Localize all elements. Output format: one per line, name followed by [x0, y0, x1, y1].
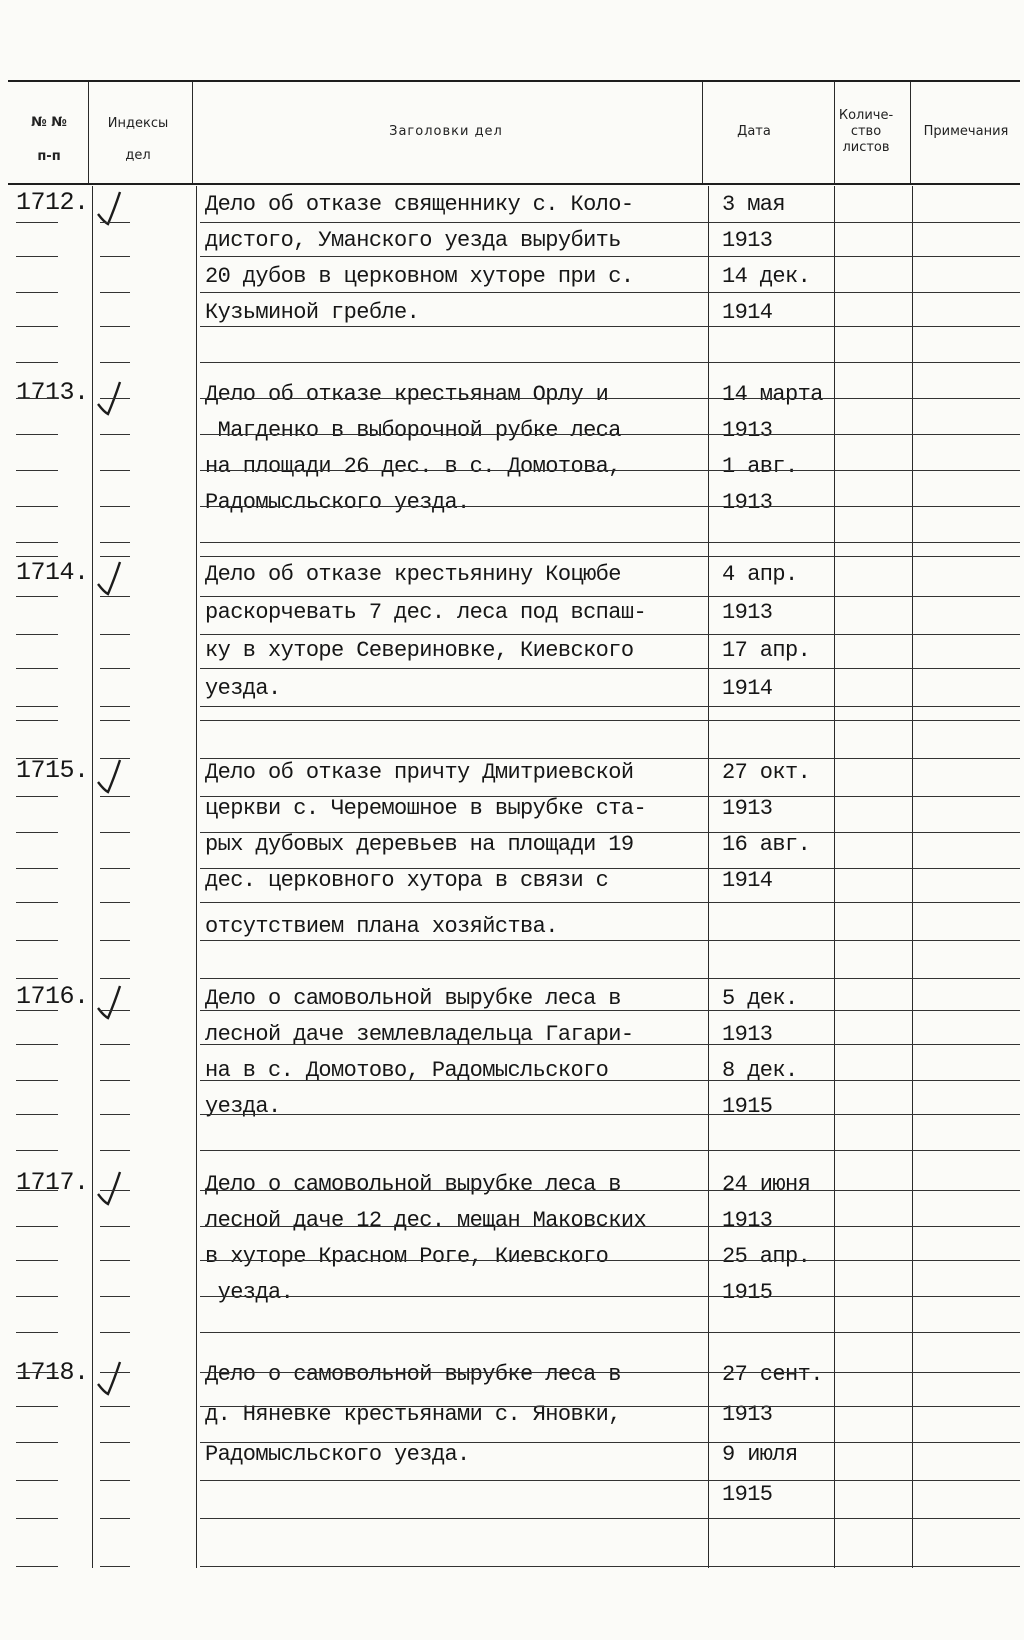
row-rule [16, 1296, 58, 1297]
row-rule [16, 940, 58, 941]
row-rule [16, 434, 58, 435]
record-date-line: 14 дек. [722, 264, 811, 289]
record-title-line: церкви с. Черемошное в вырубке ста- [205, 796, 647, 821]
column-rule [702, 82, 703, 183]
record-date-line: 5 дек. [722, 986, 798, 1011]
row-rule [200, 1226, 1020, 1227]
check-mark-stroke [98, 562, 120, 594]
row-rule [200, 1080, 1020, 1081]
row-rule [100, 1114, 130, 1115]
row-rule [200, 1566, 1020, 1567]
row-rule [200, 868, 1020, 869]
record-title-line: Дело об отказе крестьянину Коцюбе [205, 562, 621, 587]
row-rule [8, 183, 1020, 185]
row-rule [100, 256, 130, 257]
row-rule [100, 1518, 130, 1519]
row-rule [100, 1372, 130, 1373]
row-rule [100, 1150, 130, 1151]
row-rule [100, 978, 130, 979]
record-title-line: лесной даче землевладельца Гагари- [205, 1022, 634, 1047]
row-rule [100, 720, 130, 721]
row-rule [100, 506, 130, 507]
record-number: 1716. [16, 982, 89, 1011]
row-rule [100, 868, 130, 869]
row-rule [16, 634, 58, 635]
row-rule [100, 222, 130, 223]
record-date-line: 17 апр. [722, 638, 811, 663]
row-rule [200, 1044, 1020, 1045]
row-rule [100, 902, 130, 903]
row-rule [16, 1518, 58, 1519]
check-mark-icon [94, 558, 130, 600]
row-rule [200, 556, 1020, 557]
row-rule [16, 506, 58, 507]
record-number: 1715. [16, 756, 89, 785]
row-rule [16, 398, 58, 399]
column-rule [192, 82, 193, 183]
record-title-line: Радомысльского уезда. [205, 490, 470, 515]
row-rule [200, 1010, 1020, 1011]
record-date-line: 1913 [722, 1402, 773, 1427]
row-rule [100, 1010, 130, 1011]
row-rule [100, 362, 130, 363]
record-title-line: отсутствием плана хозяйства. [205, 914, 558, 939]
record-date-line: 1914 [722, 868, 773, 893]
header-title-text: Заголовки дел [389, 124, 503, 139]
header-number-text: № № п-п [31, 115, 67, 164]
record-date-line: 27 окт. [722, 760, 811, 785]
row-rule [200, 596, 1020, 597]
row-rule [200, 292, 1020, 293]
row-rule [16, 706, 58, 707]
row-rule [16, 1080, 58, 1081]
row-rule [200, 506, 1020, 507]
row-rule [100, 556, 130, 557]
record-title-line: ку в хуторе Севериновке, Киевского [205, 638, 634, 663]
record-date-line: 8 дек. [722, 1058, 798, 1083]
row-rule [200, 434, 1020, 435]
row-rule [200, 1406, 1020, 1407]
row-rule [100, 398, 130, 399]
record-date-line: 1913 [722, 600, 773, 625]
row-rule [100, 1260, 130, 1261]
record-date-line: 1913 [722, 228, 773, 253]
row-rule [16, 1190, 58, 1191]
record-title-line: лесной даче 12 дес. мещан Маковских [205, 1208, 647, 1233]
record-date-line: 1914 [722, 300, 773, 325]
record-title-line: на площади 26 дес. в с. Домотова, [205, 454, 621, 479]
record-title-line: дистого, Уманского уезда вырубить [205, 228, 621, 253]
record-title-line: Дело об отказе причту Дмитриевской [205, 760, 634, 785]
record-date-line: 1913 [722, 490, 773, 515]
row-rule [16, 832, 58, 833]
record-title-line: рых дубовых деревьев на площади 19 [205, 832, 634, 857]
record-title-line: дес. церковного хутора в связи с [205, 868, 609, 893]
row-rule [200, 720, 1020, 721]
row-rule [16, 1406, 58, 1407]
row-rule [200, 758, 1020, 759]
record-title-line: Кузьминой гребле. [205, 300, 420, 325]
check-mark-icon [94, 1168, 130, 1210]
record-title-line: на в с. Домотово, Радомысльского [205, 1058, 609, 1083]
column-rule [708, 186, 709, 1568]
row-rule [16, 1010, 58, 1011]
header-notes [910, 124, 1022, 140]
record-date-line: 1913 [722, 1208, 773, 1233]
row-rule [200, 796, 1020, 797]
row-rule [100, 326, 130, 327]
row-rule [200, 668, 1020, 669]
row-rule [8, 80, 1020, 82]
check-mark-icon [94, 378, 130, 420]
row-rule [200, 1296, 1020, 1297]
record-title-line: Дело о самовольной вырубке леса в [205, 986, 621, 1011]
row-rule [200, 706, 1020, 707]
record-title-line: д. Няневке крестьянами с. Яновки, [205, 1402, 621, 1427]
header-notes-text: Примечания [923, 124, 1009, 139]
record-title-line: Радомысльского уезда. [205, 1442, 470, 1467]
row-rule [16, 1114, 58, 1115]
header-date-text: Дата [737, 124, 771, 139]
header-index [92, 108, 184, 172]
row-rule [100, 1566, 130, 1567]
row-rule [16, 1260, 58, 1261]
record-date-line: 1913 [722, 1022, 773, 1047]
record-number: 1713. [16, 378, 89, 407]
column-rule [92, 186, 93, 1568]
row-rule [16, 1044, 58, 1045]
record-title-line: 20 дубов в церковном хуторе при с. [205, 264, 634, 289]
row-rule [100, 470, 130, 471]
check-mark-stroke [98, 192, 120, 224]
row-rule [100, 434, 130, 435]
record-title-line: Дело об отказе крестьянам Орлу и [205, 382, 609, 407]
row-rule [100, 668, 130, 669]
check-mark-icon [94, 1358, 130, 1400]
header-date [702, 124, 806, 140]
row-rule [200, 362, 1020, 363]
row-rule [16, 292, 58, 293]
row-rule [100, 1080, 130, 1081]
row-rule [100, 940, 130, 941]
row-rule [100, 1044, 130, 1045]
record-title-line: уезда. [205, 1094, 281, 1119]
record-date-line: 1915 [722, 1280, 773, 1305]
row-rule [200, 256, 1020, 257]
row-rule [200, 1260, 1020, 1261]
record-date-line: 4 апр. [722, 562, 798, 587]
row-rule [100, 1226, 130, 1227]
row-rule [100, 832, 130, 833]
row-rule [200, 978, 1020, 979]
row-rule [16, 1566, 58, 1567]
row-rule [100, 1190, 130, 1191]
column-rule [912, 186, 913, 1568]
row-rule [16, 796, 58, 797]
record-title-line: уезда. [205, 676, 281, 701]
row-rule [200, 634, 1020, 635]
row-rule [100, 596, 130, 597]
record-date-line: 1915 [722, 1094, 773, 1119]
row-rule [200, 902, 1020, 903]
row-rule [16, 902, 58, 903]
row-rule [100, 1406, 130, 1407]
record-date-line: 1 авг. [722, 454, 798, 479]
record-date-line: 1914 [722, 676, 773, 701]
record-title-line: в хуторе Красном Роге, Киевского [205, 1244, 609, 1269]
row-rule [200, 222, 1020, 223]
record-date-line: 1913 [722, 418, 773, 443]
row-rule [200, 1442, 1020, 1443]
header-index-text: Индексы дел [107, 116, 169, 163]
row-rule [16, 222, 58, 223]
row-rule [16, 1480, 58, 1481]
header-title [192, 124, 700, 140]
record-title-line: Дело о самовольной вырубке леса в [205, 1172, 621, 1197]
row-rule [16, 326, 58, 327]
row-rule [200, 1150, 1020, 1151]
record-number: 1714. [16, 558, 89, 587]
row-rule [200, 1190, 1020, 1191]
record-date-line: 25 апр. [722, 1244, 811, 1269]
row-rule [200, 326, 1020, 327]
check-mark-stroke [98, 760, 120, 792]
header-sheets [830, 108, 902, 156]
record-date-line: 27 сент. [722, 1362, 823, 1387]
row-rule [200, 1480, 1020, 1481]
check-mark-icon [94, 756, 130, 798]
record-date-line: 9 июля [722, 1442, 798, 1467]
row-rule [100, 1442, 130, 1443]
row-rule [200, 1372, 1020, 1373]
row-rule [200, 1332, 1020, 1333]
row-rule [100, 542, 130, 543]
row-rule [100, 706, 130, 707]
record-date-line: 3 мая [722, 192, 786, 217]
record-date-line: 16 авг. [722, 832, 811, 857]
row-rule [16, 256, 58, 257]
header-number [14, 106, 84, 174]
row-rule [100, 1296, 130, 1297]
row-rule [200, 832, 1020, 833]
record-title-line: уезда. [205, 1280, 294, 1305]
column-rule [910, 82, 911, 183]
check-mark-icon [94, 188, 130, 230]
row-rule [100, 1480, 130, 1481]
row-rule [16, 596, 58, 597]
row-rule [100, 796, 130, 797]
row-rule [200, 470, 1020, 471]
row-rule [16, 868, 58, 869]
record-title-line: Магденко в выборочной рубке леса [205, 418, 621, 443]
record-number: 1718. [16, 1358, 89, 1387]
check-mark-stroke [98, 1172, 120, 1204]
record-date-line: 1913 [722, 796, 773, 821]
row-rule [200, 398, 1020, 399]
check-mark-stroke [98, 986, 120, 1018]
record-title-line: Дело о самовольной вырубке леса в [205, 1362, 621, 1387]
row-rule [16, 1442, 58, 1443]
row-rule [200, 1114, 1020, 1115]
record-title-line: раскорчевать 7 дес. леса под вспаш- [205, 600, 647, 625]
row-rule [16, 542, 58, 543]
check-mark-stroke [98, 1362, 120, 1394]
row-rule [200, 1518, 1020, 1519]
column-rule [834, 186, 835, 1568]
record-date-line: 14 марта [722, 382, 823, 407]
row-rule [100, 292, 130, 293]
row-rule [100, 634, 130, 635]
row-rule [16, 978, 58, 979]
row-rule [16, 470, 58, 471]
column-rule [196, 186, 197, 1568]
row-rule [100, 758, 130, 759]
row-rule [200, 940, 1020, 941]
record-title-line: Дело об отказе священнику с. Коло- [205, 192, 634, 217]
check-mark-icon [94, 982, 130, 1024]
row-rule [16, 720, 58, 721]
row-rule [200, 542, 1020, 543]
row-rule [16, 1332, 58, 1333]
row-rule [16, 758, 58, 759]
row-rule [16, 1150, 58, 1151]
row-rule [100, 1332, 130, 1333]
header-sheets-text: Количе- ство листов [838, 108, 894, 155]
record-date-line: 1915 [722, 1482, 773, 1507]
column-rule [834, 82, 835, 183]
row-rule [16, 1372, 58, 1373]
record-number: 1717. [16, 1168, 89, 1197]
record-date-line: 24 июня [722, 1172, 811, 1197]
record-number: 1712. [16, 188, 89, 217]
row-rule [16, 1226, 58, 1227]
column-rule [88, 82, 89, 183]
row-rule [16, 668, 58, 669]
row-rule [16, 362, 58, 363]
row-rule [16, 556, 58, 557]
